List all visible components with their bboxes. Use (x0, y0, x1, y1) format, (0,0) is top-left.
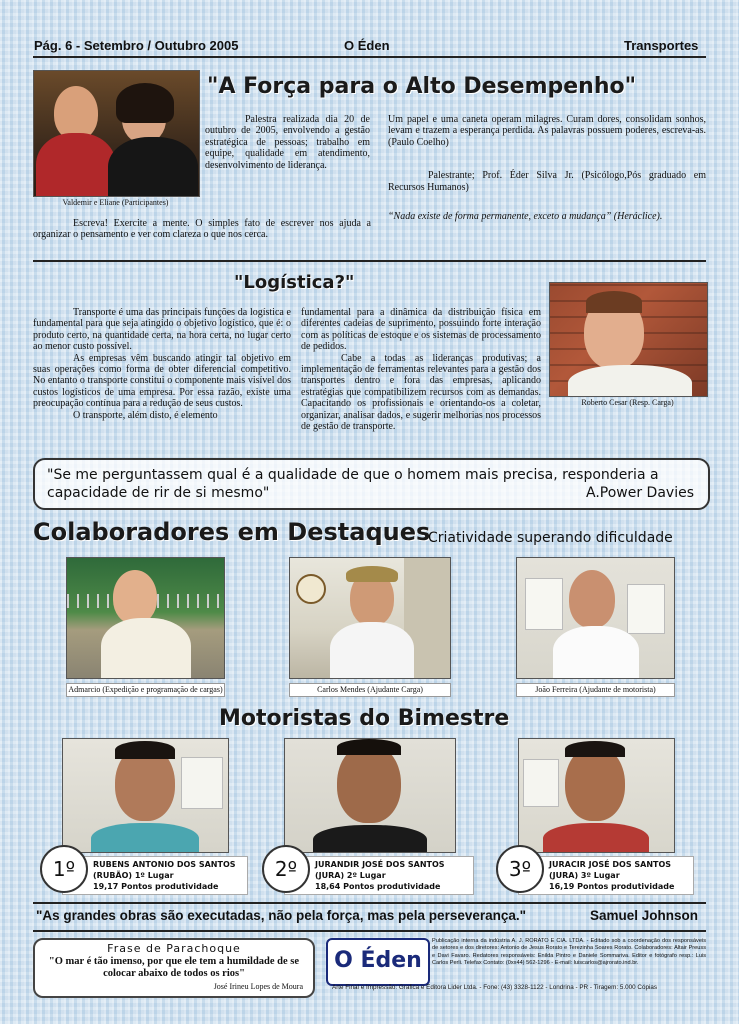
driver1-nick: (RUBÃO) 1º Lugar (93, 871, 174, 880)
carlos-photo (289, 557, 451, 679)
quote1-author: A.Power Davies (585, 485, 694, 501)
driver3-points: 16,19 Pontos produtividade (549, 882, 675, 891)
parachoque-box (33, 938, 315, 998)
participants-photo (33, 70, 200, 197)
driver1-rank: 1º (40, 845, 88, 893)
article1-col2 (388, 114, 706, 222)
joao-photo (516, 557, 675, 679)
footer-print: Arte Final e Impressão: Grafica e Editora Lider Ltda. - Fone: (43) 3328-1122 - Londrina - PR - Tiragem: 5.000 Cópias (332, 984, 658, 991)
article2-col1-p1: Transporte é uma das principais funções da logística e fundamental para que seja atingido o objetivo logístico, que é: o produto certo, na quantidade certa, na hora certa, no lugar certo ao menor custo possível. (33, 307, 291, 353)
article1-rule (33, 260, 706, 262)
roberto-photo (549, 282, 708, 397)
driver3-name: JURACIR JOSÉ DOS SANTOS (549, 860, 672, 869)
driver2-info (284, 856, 474, 895)
joao-caption: João Ferreira (Ajudante de motorista) (516, 683, 675, 697)
section-name: Transportes (624, 38, 699, 53)
quote2-author: Samuel Johnson (590, 908, 699, 923)
driver3-photo (518, 738, 675, 853)
driver3-info (518, 856, 694, 895)
header-rule (33, 56, 706, 58)
parachoque-text: "O mar é tão imenso, por que ele tem a humildade de se colocar abaixo de todos os rios" (48, 956, 300, 979)
driver1-info (62, 856, 248, 895)
colaboradores-title: Colaboradores em Destaques (33, 518, 431, 546)
roberto-caption: Roberto Cesar (Resp. Carga) (581, 398, 674, 407)
carlos-caption: Carlos Mendes (Ajudante Carga) (289, 683, 451, 697)
quote2-bottom-rule (33, 930, 706, 932)
article2-col1-p3: O transporte, além disto, é elemento (73, 409, 218, 421)
quote1-text: "Se me perguntassem qual é a qualidade de que o homem mais precisa, responderia a capacidade de rir de si mesmo" (47, 467, 659, 501)
publication-name: O Éden (344, 38, 390, 53)
driver2-points: 18,64 Pontos produtividade (315, 882, 441, 891)
article1-col2-quote: “Nada existe de forma permanente, exceto a mudança” (Heráclice). (388, 211, 663, 223)
driver2-nick: (JURA) 2º Lugar (315, 871, 386, 880)
quote2-text: "As grandes obras são executadas, não pela força, mas pela perseverança." (36, 908, 527, 923)
quote2-top-rule (33, 902, 706, 904)
colaboradores-subtitle: Criatividade superando dificuldade (428, 530, 673, 546)
article1-col2-para2: Palestrante; Prof. Éder Silva Jr. (Psicólogo,Pós graduado em Recursos Humanos) (388, 170, 706, 193)
admarcio-caption: Admarcio (Expedição e programação de cargas) (66, 683, 225, 697)
motoristas-title: Motoristas do Bimestre (219, 706, 510, 731)
article1-col2-para1: Um papel e uma caneta operam milagres. Curam dores, consolidam sonhos, levam e trazem a esperança perdida. As palavras possuem poderes, escreva-as. (Paulo Coelho) (388, 114, 706, 148)
article2-col2-p1: fundamental para a dinâmica da distribuição física em diferentes cadeias de suprimento, possuindo forte interação com as políticas de estoque e os sistemas de processamento de pedidos. (301, 307, 541, 353)
admarcio-photo (66, 557, 225, 679)
page-info: Pág. 6 - Setembro / Outubro 2005 (34, 38, 239, 53)
participants-caption: Valdemir e Eliane (Participantes) (62, 198, 169, 207)
driver3-nick: (JURA) 3º Lugar (549, 871, 620, 880)
driver3-rank: 3º (496, 845, 544, 893)
article1-title: "A Força para o Alto Desempenho" (207, 74, 637, 99)
driver2-name: JURANDIR JOSÉ DOS SANTOS (315, 860, 445, 869)
driver2-rank: 2º (262, 845, 310, 893)
article2-col1 (33, 307, 291, 421)
article2-col2 (301, 307, 541, 432)
article2-col1-p2: As empresas vêm buscando atingir tal objetivo em suas operações como forma de obter diferencial competitivo. No entanto o transporte constitui o componente mais visível dos custos logísticos de uma empresa. Por essa razão, existe uma preocupação contínua para a redução de seus custos. (33, 352, 291, 410)
article1-col1-para2: Escreva! Exercite a mente. O simples fato de escrever nos ajuda a organizar o pensamento e ver com clareza o que nos cerca. (33, 218, 371, 241)
parachoque-author: José Irineu Lopes de Moura (213, 982, 303, 991)
article1-col1 (205, 114, 370, 171)
driver1-points: 19,17 Pontos produtividade (93, 882, 219, 891)
driver2-photo (284, 738, 456, 853)
footer-credits: Publicação interna da indústria A. J. RORATO E CIA. LTDA. - Editado sob a coordenação dos responsáveis de setores e dos diretores: Antonio de Jesus Rorato e Terezinha Soares Rorato. Colaboradores: Altair Preuss e Davi Favaro. Redatores responsáveis: Enilda Pintro e Daniele Sommariva. Editor e fotógrafo resp.: Luis Carlos Perli. Telefax Contato: (0xx44) 562-1296 - E-mail: luiscarlos@ajrorato.ind.br. (432, 938, 706, 967)
footer-logo (326, 938, 430, 986)
article2-title: "Logística?" (234, 272, 355, 293)
quote1-box (33, 458, 710, 510)
parachoque-title: Frase de Parachoque (107, 942, 241, 955)
article1-col1-para1: Palestra realizada dia 20 de outubro de 2005, envolvendo a gestão estratégica de pessoas; trabalho em equipe, qualidade em atendimento, desenvolvimento de liderança. (205, 114, 370, 171)
driver1-photo (62, 738, 229, 853)
driver1-name: RUBENS ANTONIO DOS SANTOS (93, 860, 236, 869)
article1-col1-bottom (33, 218, 371, 241)
footer-logo-text: O Éden (334, 948, 422, 973)
article2-col2-p2: Cabe a todas as lideranças produtivas; a implementação de ferramentas relevantes para a gestão dos transportes dentro e fora das empresas, aplicando estratégias que compatibilizem recursos com as demandas. Capacitando os profissionais e orientando-os a coletar, organizar, analisar dados, e sugerir melhorias nos processos de gestão de transporte. (301, 352, 541, 433)
